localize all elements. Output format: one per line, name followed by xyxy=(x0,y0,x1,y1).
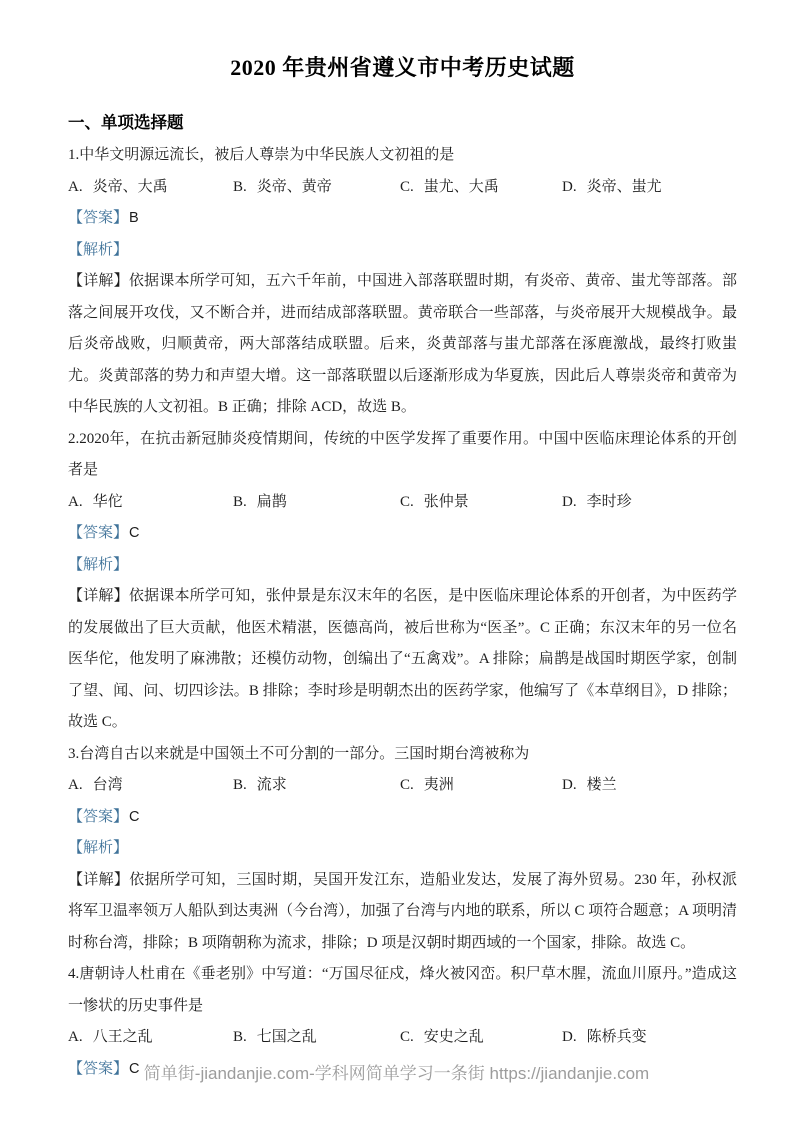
questions-container xyxy=(68,140,737,1085)
detail-label: 【详解】 xyxy=(68,871,130,888)
detail-paragraph xyxy=(68,865,737,960)
options-row xyxy=(68,172,737,204)
question-text: 台湾自古以来就是中国领土不可分割的一部分。三国时期台湾被称为 xyxy=(79,745,530,762)
answer-line xyxy=(68,518,737,550)
option xyxy=(233,172,400,204)
answer-label: 【答案】 xyxy=(68,1060,129,1077)
question-number: 3. xyxy=(68,745,80,762)
option-text: 陈桥兵变 xyxy=(586,1029,647,1045)
question-block xyxy=(68,739,737,960)
option xyxy=(68,1022,233,1054)
option-text: 李时珍 xyxy=(586,493,632,510)
question-text: 2020年，在抗击新冠肺炎疫情期间，传统的中医学发挥了重要作用。中国中医临床理论体系的开创者是 xyxy=(68,430,737,478)
option xyxy=(400,172,562,204)
footer-watermark: 简单街-jiandanjie.com-学科网简单学习一条街 https://jiandanjie.com xyxy=(143,1064,650,1083)
question-block xyxy=(68,424,737,739)
option-letter: D. xyxy=(562,493,577,510)
option-text: 扁鹊 xyxy=(256,493,287,510)
option-text: 炎帝、黄帝 xyxy=(256,178,332,195)
option-text: 张仲景 xyxy=(423,493,469,510)
page-title: 2020 年贵州省遵义市中考历史试题 xyxy=(230,55,575,80)
option-text: 炎帝、大禹 xyxy=(92,178,168,195)
answer-label: 【答案】 xyxy=(68,525,129,541)
detail-paragraph xyxy=(68,581,737,739)
option-text: 八王之乱 xyxy=(92,1029,153,1045)
analysis-line xyxy=(68,833,737,865)
option xyxy=(562,172,737,204)
option-letter: D. xyxy=(562,178,577,195)
option-text: 华佗 xyxy=(92,493,123,510)
option-letter: A. xyxy=(68,1029,83,1045)
analysis-label: 【解析】 xyxy=(68,840,129,856)
option-text: 流求 xyxy=(256,777,287,793)
answer-line xyxy=(68,203,737,235)
question-number: 1. xyxy=(68,147,80,163)
detail-label: 【详解】 xyxy=(68,588,129,604)
option xyxy=(233,1022,400,1054)
question-number: 4. xyxy=(68,966,80,982)
option xyxy=(400,487,562,519)
option xyxy=(68,487,233,519)
detail-text: 依据所学可知，三国时期，吴国开发江东，造船业发达，发展了海外贸易。230 年，孙权派将军卫温率领万人船队到达夷洲（今台湾），加强了台湾与内地的联系，所以 C 项符合题意；A 项明清时称台湾，排除；B 项隋朝称为流求，排除；D 项是汉朝时期西域的一个国家，排除。故选 C。 xyxy=(68,871,737,951)
question-stem xyxy=(68,140,737,172)
option-letter: A. xyxy=(68,493,83,510)
answer-value: C xyxy=(129,808,140,825)
option xyxy=(562,487,737,519)
option-letter: C. xyxy=(400,1029,414,1045)
question-stem xyxy=(68,959,737,1022)
option-letter: D. xyxy=(562,777,577,793)
section-heading: 一、单项选择题 xyxy=(68,113,184,132)
question-stem xyxy=(68,739,737,771)
option xyxy=(68,172,233,204)
answer-value: B xyxy=(129,210,139,226)
answer-value: C xyxy=(129,1060,140,1077)
option xyxy=(400,1022,562,1054)
analysis-line xyxy=(68,235,737,267)
option-letter: C. xyxy=(400,178,414,195)
option xyxy=(562,770,737,802)
option xyxy=(233,770,400,802)
detail-paragraph xyxy=(68,266,737,424)
analysis-label: 【解析】 xyxy=(68,241,129,258)
options-row xyxy=(68,1022,737,1054)
analysis-label: 【解析】 xyxy=(68,556,129,573)
detail-label: 【详解】 xyxy=(68,273,129,289)
answer-label: 【答案】 xyxy=(68,210,129,226)
options-row xyxy=(68,487,737,519)
option-letter: B. xyxy=(233,493,247,510)
options-row xyxy=(68,770,737,802)
answer-label: 【答案】 xyxy=(68,808,129,825)
option-text: 安史之乱 xyxy=(423,1029,484,1045)
option xyxy=(233,487,400,519)
option xyxy=(68,770,233,802)
option xyxy=(400,770,562,802)
option-text: 台湾 xyxy=(92,777,123,793)
answer-value: C xyxy=(129,525,140,541)
question-block xyxy=(68,140,737,424)
option-letter: D. xyxy=(562,1029,577,1045)
option-text: 楼兰 xyxy=(586,777,617,793)
question-stem xyxy=(68,424,737,487)
option-letter: B. xyxy=(233,178,247,195)
detail-text: 依据课本所学可知，五六千年前，中国进入部落联盟时期，有炎帝、黄帝、蚩尤等部落。部落之间展开攻伐，又不断合并，进而结成部落联盟。黄帝联合一些部落，与炎帝展开大规模战争。最后炎帝战败，归顺黄帝，两大部落结成联盟。后来，炎黄部落与蚩尤部落在涿鹿激战，最终打败蚩尤。炎黄部落的势力和声望大增。这一部落联盟以后逐渐形成为华夏族，因此后人尊崇炎帝和黄帝为中华民族的人文初祖。B 正确；排除 ACD，故选 B。 xyxy=(68,273,737,415)
option-letter: A. xyxy=(68,777,83,793)
option-text: 七国之乱 xyxy=(256,1029,317,1045)
option-text: 蚩尤、大禹 xyxy=(423,178,499,195)
option-text: 炎帝、蚩尤 xyxy=(586,178,662,195)
detail-text: 依据课本所学可知，张仲景是东汉末年的名医，是中医临床理论体系的开创者，为中医药学的发展做出了巨大贡献，他医术精湛，医德高尚，被后世称为“医圣”。C 正确；东汉末年的另一位名医华佗，他发明了麻沸散；还模仿动物，创编出了“五禽戏”。A 排除；扁鹊是战国时期医学家，创制了望、闻、问、切四诊法。B 排除；李时珍是明朝杰出的医药学家，他编写了《本草纲目》，D 排除；故选 C。 xyxy=(68,588,737,730)
option-letter: A. xyxy=(68,178,83,195)
option-letter: C. xyxy=(400,493,414,510)
question-text: 中华文明源远流长，被后人尊崇为中华民族人文初祖的是 xyxy=(79,147,455,163)
option-letter: C. xyxy=(400,777,414,793)
option-text: 夷洲 xyxy=(423,777,454,793)
question-number: 2. xyxy=(68,430,80,447)
question-text: 唐朝诗人杜甫在《垂老别》中写道：“万国尽征戍，烽火被冈峦。积尸草木腥，流血川原丹。”造成这一惨状的历史事件是 xyxy=(68,966,737,1014)
answer-line xyxy=(68,802,737,834)
option-letter: B. xyxy=(233,777,247,793)
option-letter: B. xyxy=(233,1029,247,1045)
analysis-line xyxy=(68,550,737,582)
option xyxy=(562,1022,737,1054)
